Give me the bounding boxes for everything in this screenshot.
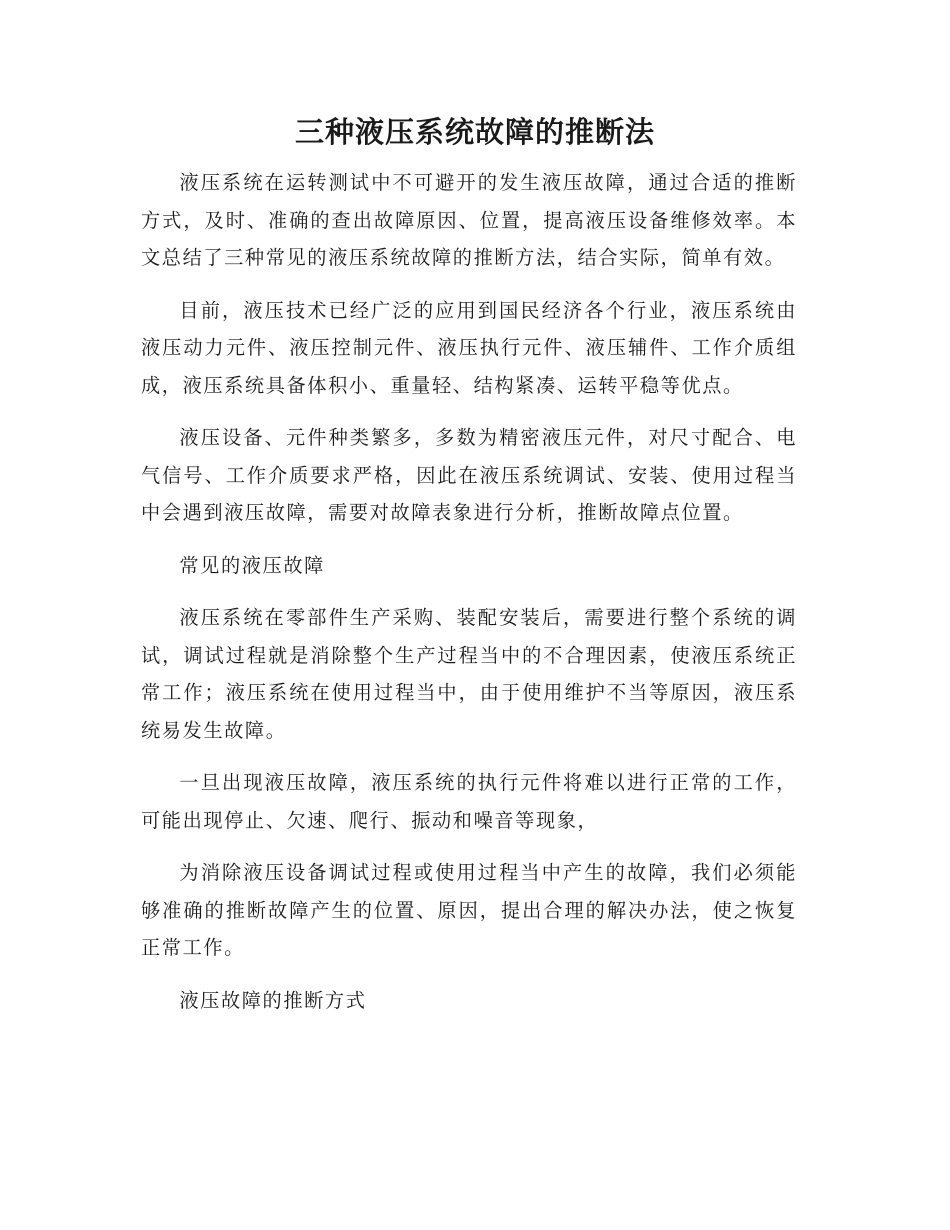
document-body xyxy=(141,164,797,1034)
paragraph-components: 液压设备、元件种类繁多，多数为精密液压元件，对尺寸配合、电气信号、工作介质要求严格，因此在液压系统调试、安装、使用过程当中会遇到液压故障，需要对故障表象进行分析，推断故障点位置。 xyxy=(141,426,797,524)
paragraph-diagnosis-need: 为消除液压设备调试过程或使用过程当中产生的故障，我们必须能够准确的推断故障产生的位置、原因，提出合理的解决办法，使之恢复正常工作。 xyxy=(141,861,797,959)
section-heading-diagnosis-methods: 液压故障的推断方式 xyxy=(179,988,367,1012)
section-heading-common-faults: 常见的液压故障 xyxy=(179,553,325,577)
paragraph-intro: 液压系统在运转测试中不可避开的发生液压故障，通过合适的推断方式，及时、准确的查出故障原因、位置，提高液压设备维修效率。本文总结了三种常见的液压系统故障的推断方法，结合实际，简单有效。 xyxy=(141,171,797,269)
paragraph-symptoms: 一旦出现液压故障，液压系统的执行元件将难以进行正常的工作，可能出现停止、欠速、爬行、振动和噪音等现象， xyxy=(141,771,797,832)
paragraph-background: 目前，液压技术已经广泛的应用到国民经济各个行业，液压系统由液压动力元件、液压控制元件、液压执行元件、液压辅件、工作介质组成，液压系统具备体积小、重量轻、结构紧凑、运转平稳等优点。 xyxy=(141,298,797,397)
paragraph-debugging: 液压系统在零部件生产采购、装配安装后，需要进行整个系统的调试，调试过程就是消除整个生产过程当中的不合理因素，使液压系统正常工作；液压系统在使用过程当中，由于使用维护不当等原因，液压系统易发生故障。 xyxy=(141,606,797,742)
document-title: 三种液压系统故障的推断法 xyxy=(294,115,655,149)
